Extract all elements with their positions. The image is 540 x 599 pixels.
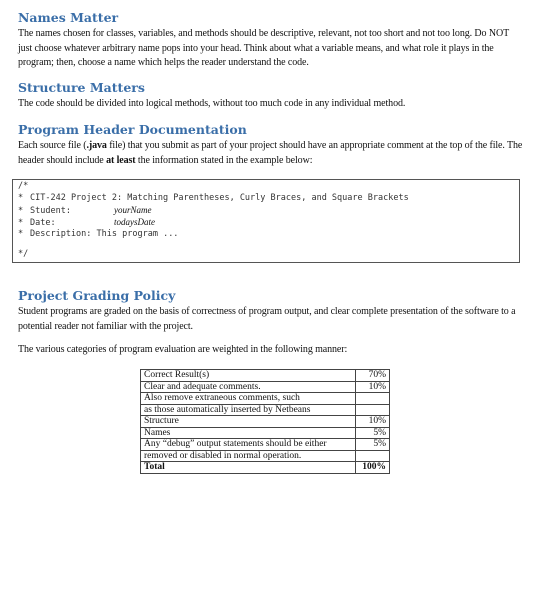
grading-row bbox=[141, 427, 390, 439]
grading-row bbox=[141, 381, 390, 393]
program-header-heading: Program Header Documentation bbox=[18, 122, 247, 137]
header-text-3: the information stated in the example below: bbox=[135, 154, 313, 166]
grading-total-label: Total bbox=[141, 462, 356, 474]
structure-matters-heading: Structure Matters bbox=[18, 80, 145, 95]
code-student-line bbox=[18, 204, 152, 216]
grading-weight: 70% bbox=[356, 370, 390, 382]
grading-total-value: 100% bbox=[356, 462, 390, 474]
grading-category: Names bbox=[141, 427, 356, 439]
code-description-line bbox=[18, 228, 178, 240]
grading-category: Clear and adequate comments. bbox=[141, 381, 356, 393]
grading-row bbox=[141, 439, 390, 451]
grading-policy-paragraph: Student programs are graded on the basis of correctness of program output, and clear complete presentation of the software to a potential reader not familiar with the project. bbox=[18, 306, 516, 332]
grading-weight: 10% bbox=[356, 416, 390, 428]
grading-weight: 10% bbox=[356, 381, 390, 393]
grading-category: Correct Result(s) bbox=[141, 370, 356, 382]
grading-category: Structure bbox=[141, 416, 356, 428]
grading-category: Also remove extraneous comments, such bbox=[141, 393, 356, 405]
names-matter-paragraph: The names chosen for classes, variables, and methods should be descriptive, relevant, not too short and not too long. Do NOT just choose whatever arbitrary name pops into your head. Think about what a variable means, and what role it plays in the program; then, choose a name which helps the reader understand the code. bbox=[18, 28, 509, 68]
grading-weight bbox=[356, 393, 390, 405]
header-text-at-least: at least bbox=[106, 154, 136, 166]
grading-category: removed or disabled in normal operation. bbox=[141, 450, 356, 462]
code-date-value: todaysDate bbox=[114, 217, 155, 227]
grading-weight bbox=[356, 404, 390, 416]
code-date-line bbox=[18, 216, 155, 228]
grading-policy-heading: Project Grading Policy bbox=[18, 288, 176, 303]
grading-row bbox=[141, 393, 390, 405]
code-open-comment: /* bbox=[18, 181, 29, 191]
code-title-line bbox=[18, 192, 409, 204]
header-code-example bbox=[12, 179, 520, 263]
structure-matters-paragraph: The code should be divided into logical methods, without too much code in any individual method. bbox=[18, 98, 406, 109]
grading-row bbox=[141, 450, 390, 462]
code-bullet: * bbox=[18, 229, 24, 239]
code-description-label: Description: bbox=[30, 229, 92, 239]
grading-weight bbox=[356, 450, 390, 462]
code-student-value: yourName bbox=[114, 205, 152, 215]
code-title: CIT-242 Project 2: Matching Parentheses, Curly Braces, and Square Brackets bbox=[30, 193, 409, 203]
code-date-label: Date: bbox=[30, 218, 56, 228]
code-student-label: Student: bbox=[30, 206, 71, 216]
grading-category: Any “debug” output statements should be either bbox=[141, 439, 356, 451]
grading-category: as those automatically inserted by Netbeans bbox=[141, 404, 356, 416]
program-header-paragraph bbox=[18, 139, 523, 168]
grading-intro-paragraph: The various categories of program evaluation are weighted in the following manner: bbox=[18, 344, 348, 355]
grading-row bbox=[141, 370, 390, 382]
header-text-2: file) that you submit as part of your project should have an appropriate comment at the top of the file. The header should include bbox=[18, 140, 523, 166]
grading-row bbox=[141, 404, 390, 416]
grading-weight: 5% bbox=[356, 427, 390, 439]
grading-weight: 5% bbox=[356, 439, 390, 451]
code-bullet: * bbox=[18, 218, 24, 228]
grading-total-row bbox=[141, 462, 390, 474]
code-bullet: * bbox=[18, 193, 24, 203]
header-text-1: Each source file ( bbox=[18, 140, 87, 151]
code-close-comment: */ bbox=[18, 249, 29, 259]
code-description-value: This program ... bbox=[96, 229, 179, 239]
grading-table bbox=[140, 369, 390, 474]
grading-row bbox=[141, 416, 390, 428]
code-bullet: * bbox=[18, 206, 24, 216]
header-text-java: .java bbox=[86, 140, 107, 151]
names-matter-heading: Names Matter bbox=[18, 10, 119, 25]
